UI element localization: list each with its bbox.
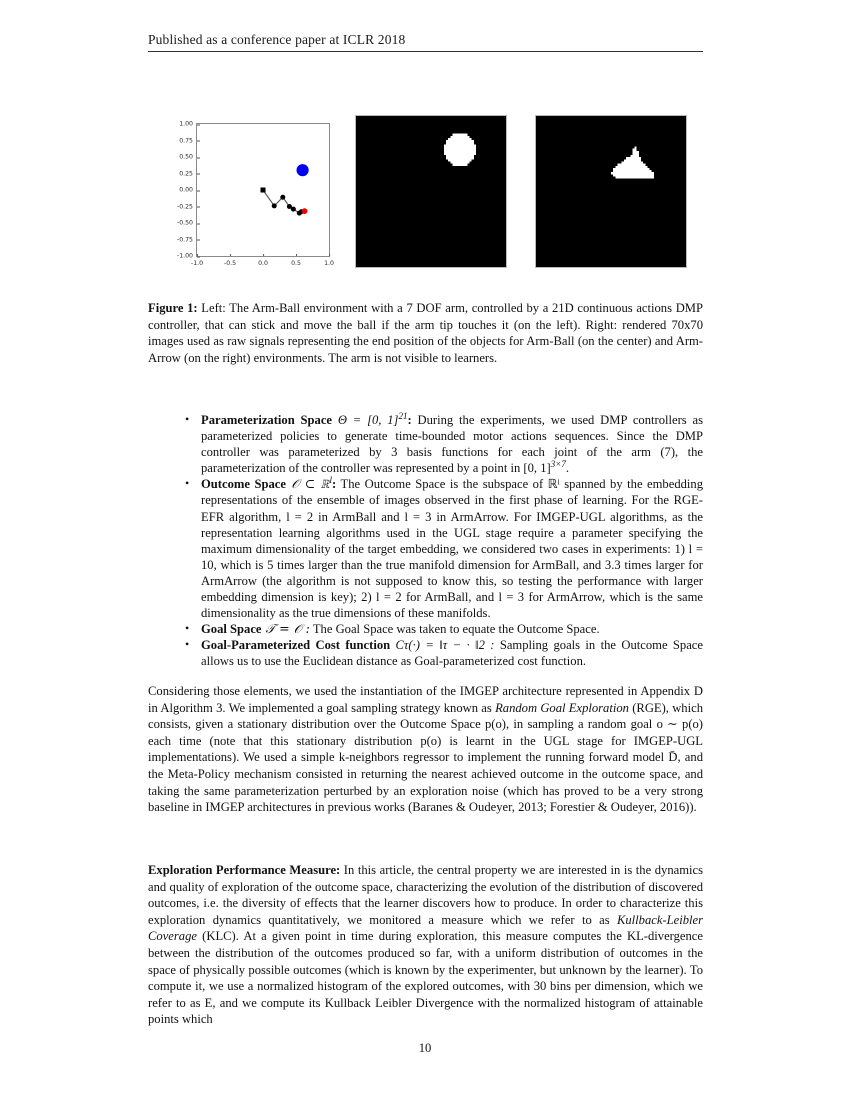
bullet-title-math: Cτ(·) = ‖τ − · ‖2 : [390, 638, 495, 653]
bullet-title-math-sup: 21 [398, 410, 408, 421]
bullet-goal-parameterized-cost-function [183, 637, 703, 669]
arm-ball-plot [157, 115, 339, 277]
y-tick-label: 0.75 [179, 137, 197, 144]
paragraph-text-part1: In this article, the central property we are interested in is the dynamics and quality of exploration of the outcome space, characterizing the evolution of the distribution of discovered outcomes, i.e. the diversity of effects that the learner discovers how to produce. In order to characterize this exploration dynamics quantitatively, we monitored a measure which we refer to as [148, 863, 703, 927]
bullet-title-colon: : [407, 413, 412, 427]
x-tick-label: 1.0 [324, 256, 334, 267]
bullet-title: Outcome Space [201, 477, 286, 492]
instantiation-bullet-list [183, 412, 703, 670]
bullet-outcome-space [183, 476, 703, 621]
figure-1 [148, 115, 703, 280]
bullet-body: The Goal Space was taken to equate the Outcome Space. [309, 622, 600, 637]
bullet-title-math: 𝒯 = 𝒪 : [261, 621, 310, 637]
bullet-title: Parameterization Space [201, 413, 333, 427]
paragraph-emphasis: Kullback-Leibler Coverage [148, 912, 703, 944]
x-tick-label: 0.0 [258, 256, 268, 267]
bullet-body: The Outcome Space is the subspace of ℝˡ spanned by the embedding representations of the ensemble of images observed in the first phase of learning. For the RGE-EFR algorithm, l = 2 in ArmBall and l = 3 in ArmArrow. For IMGEP-UGL algorithms, as the representation learning algorithms used in the UGL stage require a parameter specifying the maximum dimensionality of the target embedding, we considered two cases in experiments: 1) l = 10, which is 5 times larger than the true manifold dimension for ArmBall, and 3.3 times larger for ArmArrow (the algorithm is not supposed to know this, so testing the performance with larger embedding dimension is key); 2) l = 2 for ArmBall, and l = 3 for ArmArrow, which is the same dimensionality as the true dimensions of these manifolds. [201, 477, 704, 621]
ball-raw-image-canvas [356, 116, 506, 267]
x-tick-label: -1.0 [191, 256, 203, 267]
bullet-body: During the experiments, we used DMP controllers as parameterized policies to generate time-bounded motor actions sequences. Since the DMP controller was parameterized by 3 basis functions for each joint of the arm (7), the parameterization of the controller was represented by a point in [0, 1] [201, 413, 703, 476]
paragraph-exploration-performance-measure [148, 862, 703, 1028]
plot-axes-frame [176, 120, 334, 267]
bullet-title-colon: : [332, 477, 337, 492]
bullet-parameterization-space [183, 412, 703, 476]
bullet-body-tail: . [565, 461, 570, 476]
figure-caption-label: Figure 1: [148, 301, 198, 315]
figure-caption [148, 300, 703, 366]
ball-marker [297, 164, 309, 176]
arm-joint-marker [291, 207, 296, 212]
paragraph-heading: Exploration Performance Measure: [148, 863, 341, 877]
running-header [148, 32, 703, 52]
paragraph-text-part1: Considering those elements, we used the instantiation of the IMGEP architecture represented in Appendix D in Algorithm 3. We implemented a goal sampling strategy known as [148, 684, 703, 715]
bullet-title-math: 𝒪 ⊂ ℝ [285, 476, 330, 492]
x-tick-label: -0.5 [224, 256, 236, 267]
arm-arrow-rendered-image [535, 115, 687, 268]
x-tick-label: 0.5 [291, 256, 301, 267]
header-title: Published as a conference paper at ICLR 2018 [148, 32, 406, 47]
paragraph-text-part2: (KLC). At a given point in time during exploration, this measure computes the KL-divergence between the distribution of the outcomes produced so far, with a uniform distribution of outcomes in the space of physically possible outcomes (which is known by the experimenter, but unknown by the learner). To compute it, we use a normalized histogram of the explored outcomes, with 30 bins per dimension, which we refer to as E, and we compute its Kullback Leibler Divergence with the normalized histogram of attainable points which [148, 929, 703, 1027]
page-number: 10 [418, 1041, 432, 1055]
paragraph-text-part2: (RGE), which consists, given a stationary distribution over the Outcome Space p(o), in sampling a random goal o ∼ p(o) each time (note that this stationary distribution p(o) is learnt in the UGL stage for IMGEP-UGL implementations). We used a simple k-neighbors regressor to implement the running forward model D̄, and the Meta-Policy mechanism consisted in returning the nearest achieved outcome in the outcome space, and taking the same parameterization perturbed by an exploration noise (which has proved to be a very strong baseline in IMGEP architectures in previous works (Baranes & Oudeyer, 2013; Forestier & Oudeyer, 2016)). [148, 700, 703, 815]
bullet-title: Goal-Parameterized Cost function [201, 638, 391, 653]
y-tick-label: 0.25 [179, 170, 197, 177]
y-tick-label: -0.50 [177, 220, 197, 227]
arm-joint-marker [280, 195, 285, 200]
arm-tip-marker [302, 208, 308, 214]
bullet-title-math: Θ = [0, 1] [332, 413, 399, 427]
paragraph-emphasis: Random Goal Exploration [495, 700, 629, 715]
figure-caption-text: Left: The Arm-Ball environment with a 7 DOF arm, controlled by a 21D continuous actions DMP controller, that can stick and move the ball if the arm tip touches it (on the left). Right: rendered 70x70 images used as raw signals representing the end position of the objects for Arm-Ball (on the center) and Arm-Arrow (on the right) environments. The arm is not visible to learners. [148, 301, 703, 365]
arm-joint-marker [272, 203, 277, 208]
bullet-title: Goal Space [201, 622, 262, 637]
bullet-title-math-sup: l [329, 475, 333, 486]
y-tick-label: -0.75 [177, 236, 197, 243]
y-tick-label: 1.00 [179, 121, 197, 128]
y-tick-label: 0.50 [179, 154, 197, 161]
y-tick-label: -1.00 [177, 253, 197, 260]
bullet-goal-space [183, 621, 703, 637]
y-tick-label: 0.00 [179, 187, 197, 194]
header-rule [148, 51, 703, 52]
paragraph-considering-elements [148, 683, 703, 816]
arm-plot-canvas [197, 124, 329, 256]
arrow-raw-image-canvas [536, 116, 686, 267]
y-tick-label: -0.25 [177, 203, 197, 210]
arm-base-marker [260, 187, 265, 192]
bullet-body: Sampling goals in the Outcome Space allows us to use the Euclidean distance as Goal-parameterized cost function. [201, 638, 703, 669]
bullet-body-sup: 3×7 [550, 459, 566, 470]
arm-ball-rendered-image [355, 115, 507, 268]
